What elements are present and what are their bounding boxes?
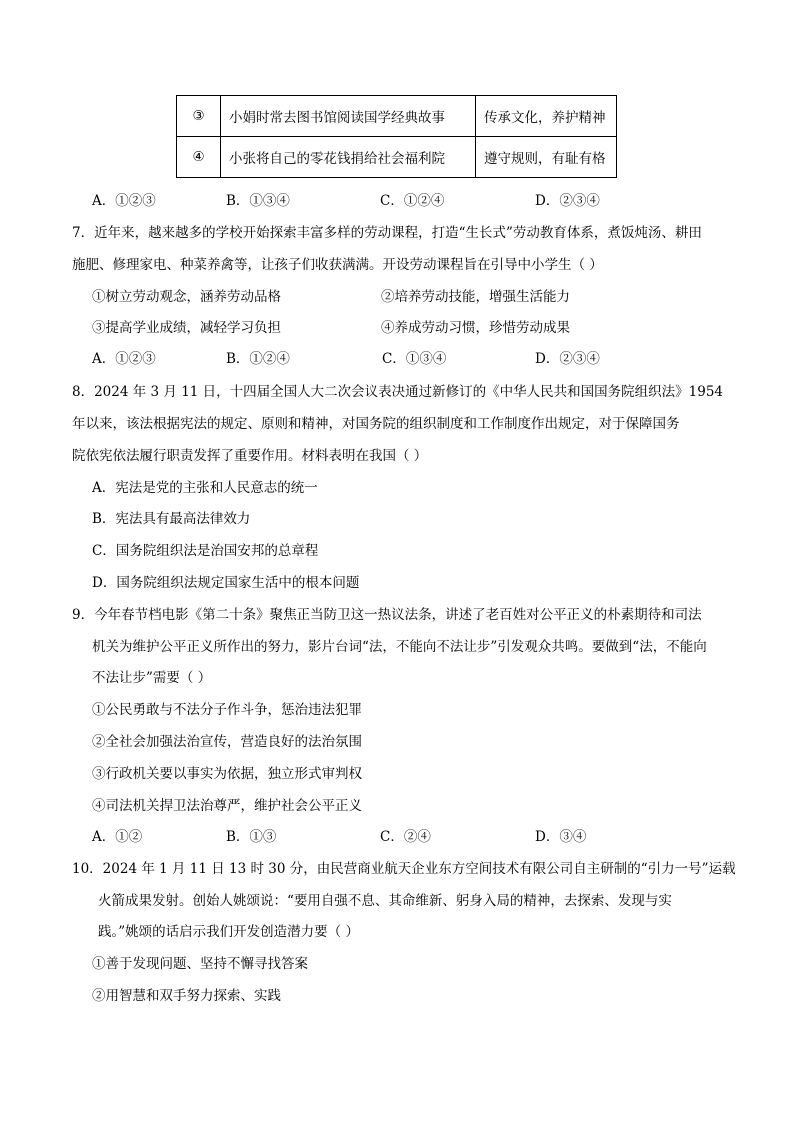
table-row: [177, 96, 617, 137]
table-cell-action: 小娟时常去图书馆阅读国学经典故事: [221, 96, 476, 137]
option-b[interactable]: B．①③: [226, 829, 277, 845]
continued-table: [176, 95, 617, 178]
option-c[interactable]: C．①②④: [380, 193, 445, 209]
q7-statement-4: ④养成劳动习惯，珍惜劳动成果: [381, 320, 570, 336]
q8-stem-line-3: 院依宪依法履行职责发挥了重要作用。材料表明在我国（ ）: [72, 448, 428, 464]
table-cell-meaning: 传承文化，养护精神: [476, 96, 617, 137]
table-cell-action: 小张将自己的零花钱捐给社会福利院: [221, 137, 476, 178]
option-a[interactable]: A．①②: [92, 829, 143, 845]
q8-option-a[interactable]: A．宪法是党的主张和人民意志的统一: [92, 480, 318, 496]
q9-stem-line-1: 9．今年春节档电影《第二十条》聚焦正当防卫这一热议法条，讲述了老百姓对公平正义的朴素期待和司法: [72, 607, 702, 623]
option-d[interactable]: D．③④: [535, 829, 587, 845]
q7-stem-line-2: 施肥、修理家电、种菜养禽等，让孩子们收获满满。开设劳动课程旨在引导中小学生（ ）: [72, 257, 603, 273]
option-b[interactable]: B．①②④: [226, 351, 290, 367]
q8-stem-line-1: 8．2024 年 3 月 11 日，十四届全国人大二次会议表决通过新修订的《中华人民共和国国务院组织法》1954: [72, 384, 724, 400]
q8-option-d[interactable]: D．国务院组织法规定国家生活中的根本问题: [92, 575, 360, 591]
option-a[interactable]: A．①②③: [92, 193, 156, 209]
q7-statement-3: ③提高学业成绩，减轻学习负担: [92, 320, 281, 336]
q10-statement-1: ①善于发现问题、坚持不懈寻找答案: [92, 956, 308, 972]
q7-statement-1: ①树立劳动观念，涵养劳动品格: [92, 289, 281, 305]
option-d[interactable]: D．②③④: [535, 193, 600, 209]
q7-statement-2: ②培养劳动技能，增强生活能力: [381, 289, 570, 305]
q7-stem-line-1: 7．近年来，越来越多的学校开始探索丰富多样的劳动课程，打造“生长式”劳动教育体系，煮饭炖汤、耕田: [72, 225, 702, 241]
option-c[interactable]: C．②④: [380, 829, 431, 845]
q10-stem-line-3: 践。”姚颂的话启示我们开发创造潜力要（ ）: [98, 924, 359, 940]
option-a[interactable]: A．①②③: [92, 351, 156, 367]
q8-option-c[interactable]: C．国务院组织法是治国安邦的总章程: [92, 543, 319, 559]
q9-statement-1: ①公民勇敢与不法分子作斗争，惩治违法犯罪: [92, 702, 362, 718]
option-c[interactable]: C．①③④: [382, 351, 447, 367]
q9-statement-4: ④司法机关捍卫法治尊严，维护社会公平正义: [92, 798, 362, 814]
table-row: [177, 137, 617, 178]
q8-stem-line-2: 年以来，该法根据宪法的规定、原则和精神，对国务院的组织制度和工作制度作出规定，对于保障国务: [72, 416, 680, 432]
table-cell-num: ④: [177, 137, 221, 178]
q10-stem-line-1: 10．2024 年 1 月 11 日 13 时 30 分，由民营商业航天企业东方空间技术有限公司自主研制的“引力一号”运载: [72, 861, 736, 877]
option-b[interactable]: B．①③④: [226, 193, 290, 209]
table-cell-meaning: 遵守规则，有耻有格: [476, 137, 617, 178]
option-d[interactable]: D．②③④: [535, 351, 600, 367]
q10-stem-line-2: 火箭成果发射。创始人姚颂说：“要用自强不息、其命维新、躬身入局的精神，去探索、发现与实: [98, 893, 672, 909]
q9-stem-line-3: 不法让步”需要（ ）: [92, 670, 212, 686]
q9-stem-line-2: 机关为维护公平正义所作出的努力，影片台词“法，不能向不法让步”引发观众共鸣。要做到“法，不能向: [92, 639, 707, 655]
q9-statement-3: ③行政机关要以事实为依据，独立形式审判权: [92, 766, 362, 782]
table-cell-num: ③: [177, 96, 221, 137]
q8-option-b[interactable]: B．宪法具有最高法律效力: [92, 511, 251, 527]
q9-statement-2: ②全社会加强法治宣传，营造良好的法治氛围: [92, 734, 362, 750]
q10-statement-2: ②用智慧和双手努力探索、实践: [92, 988, 281, 1004]
